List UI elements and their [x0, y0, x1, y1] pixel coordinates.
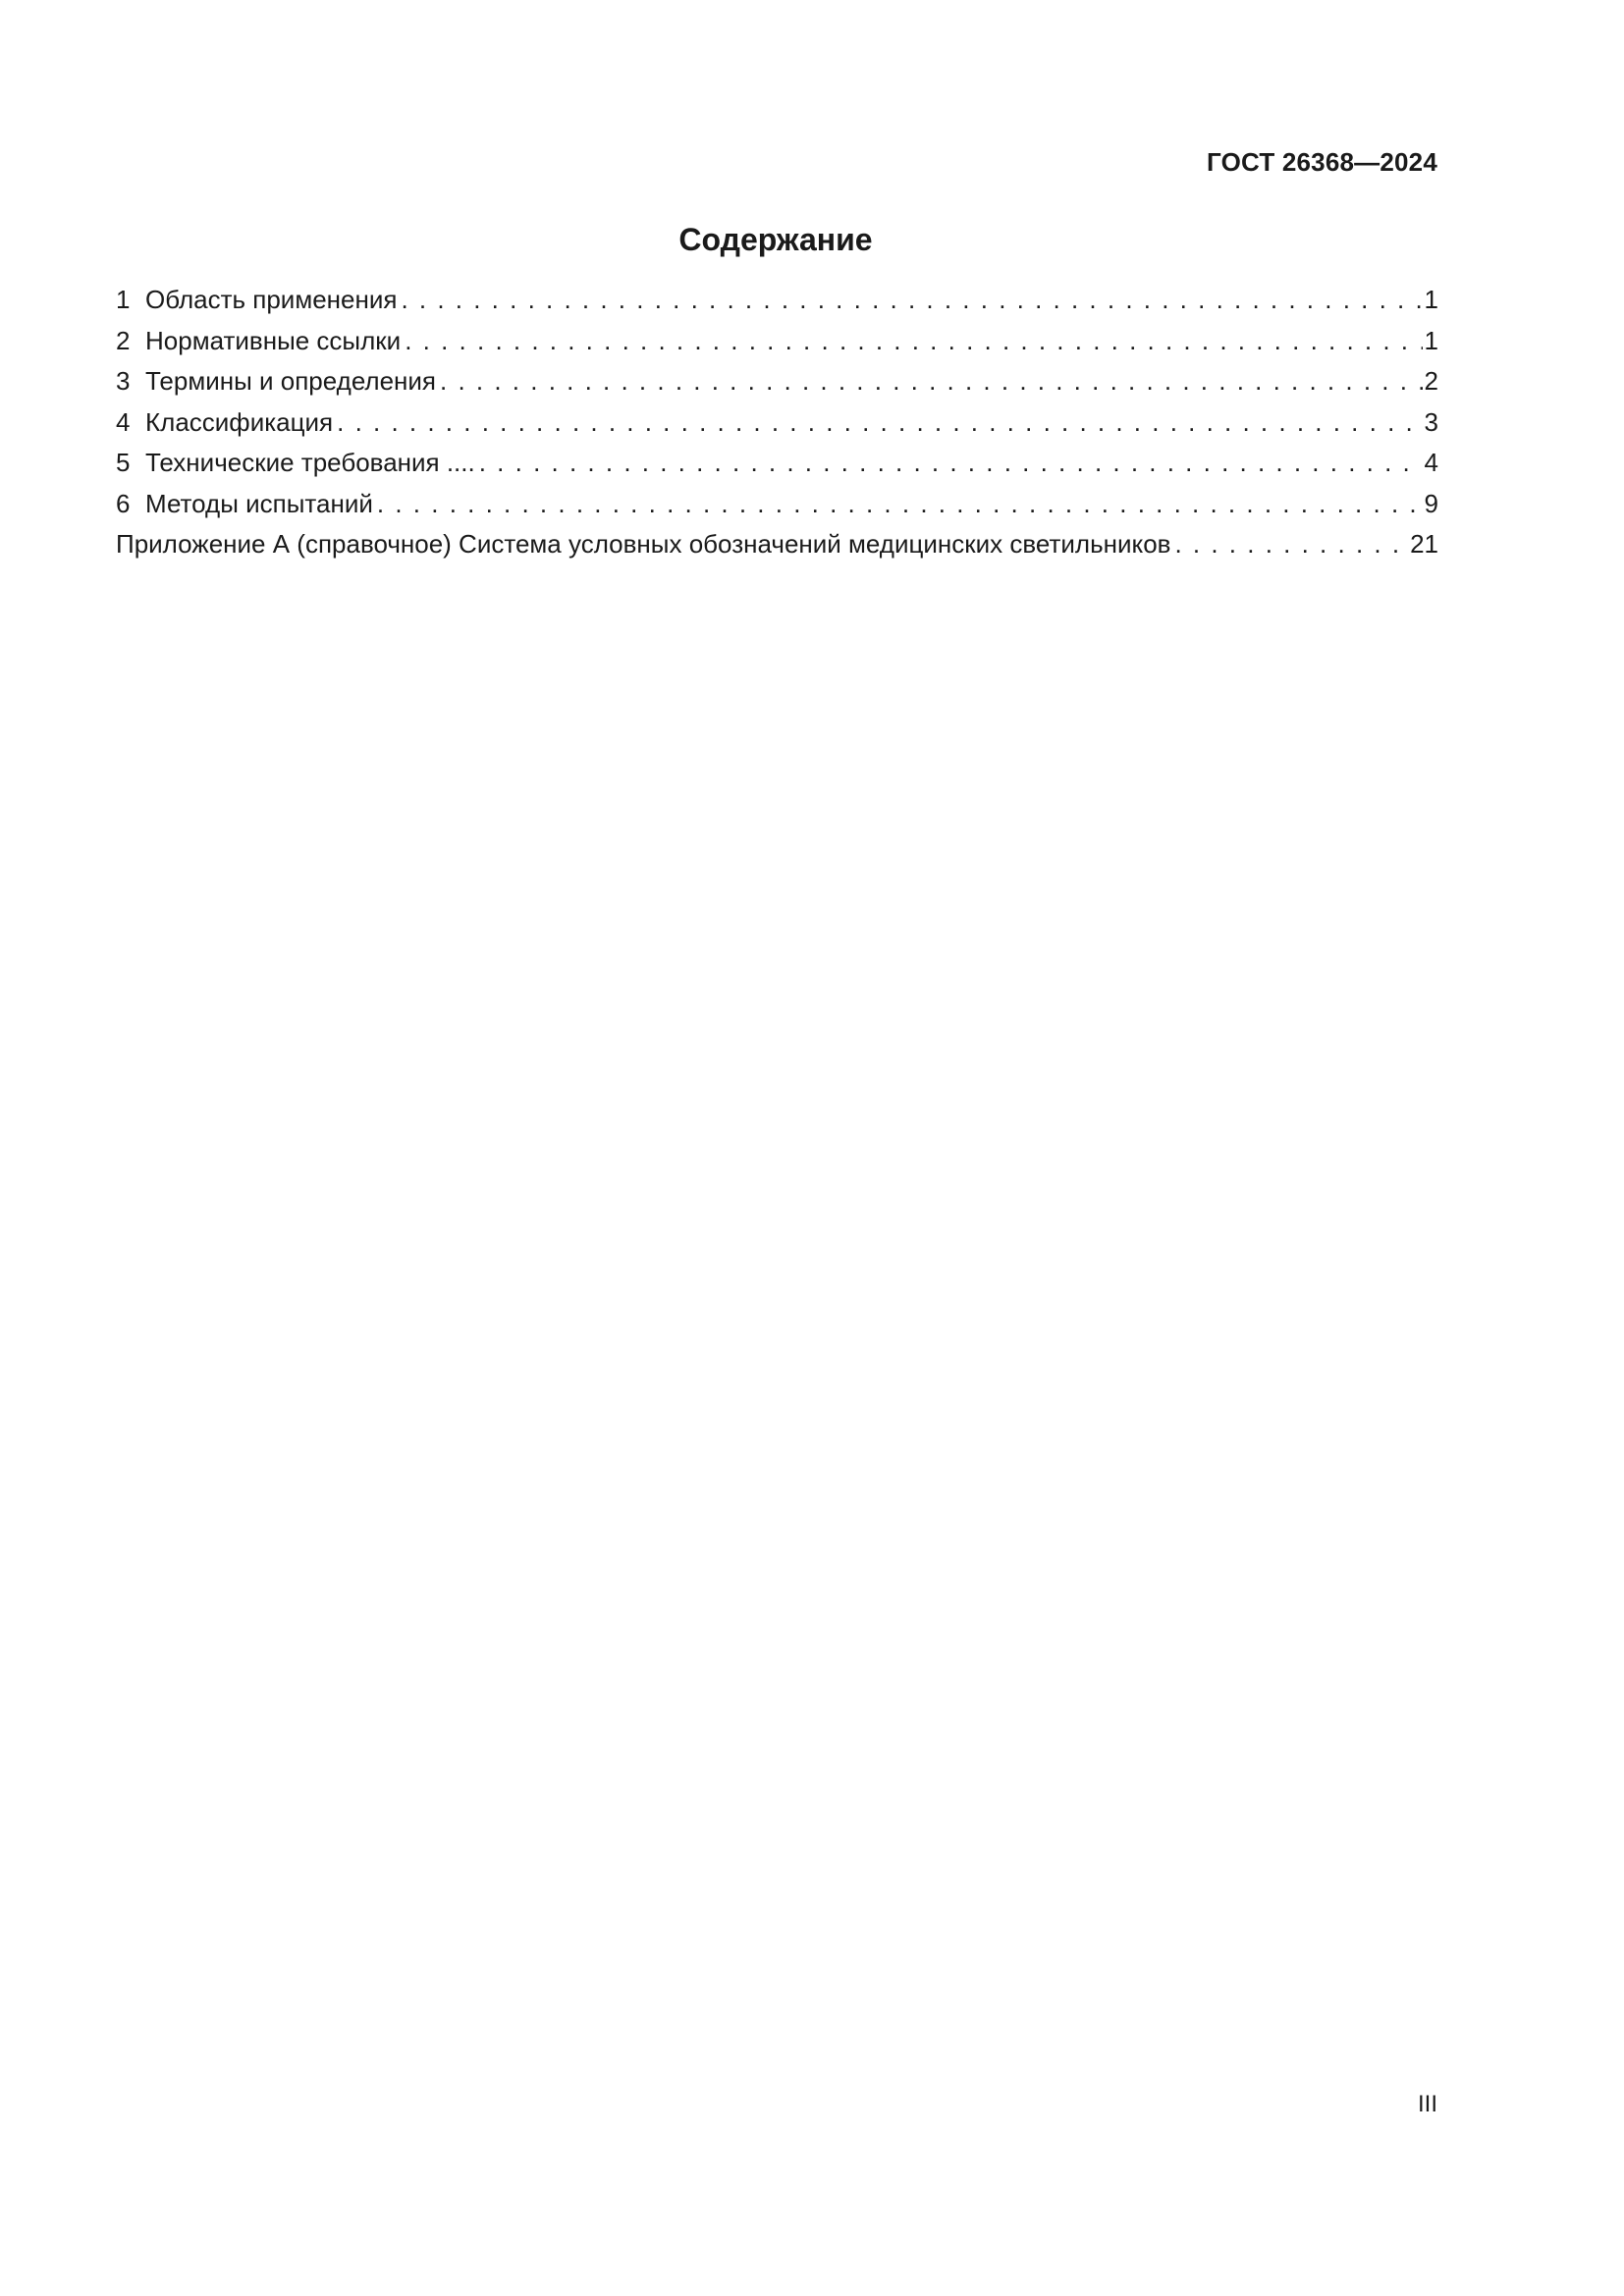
- page-number: III: [1417, 2091, 1437, 2117]
- toc-dot-leader: [405, 326, 1422, 356]
- toc-entry[interactable]: [116, 366, 1438, 407]
- toc-entry-number: 5: [116, 448, 131, 477]
- toc-entry-number: 1: [116, 285, 131, 314]
- toc-entry-label: Термины и определения: [145, 366, 437, 396]
- toc-entry-page: 21: [1410, 529, 1438, 559]
- toc-entry-label: Методы испытаний: [145, 488, 373, 518]
- toc-entry-number: 3: [116, 366, 131, 396]
- toc-entry[interactable]: [116, 448, 1438, 489]
- toc-dot-leader: [1174, 529, 1408, 560]
- toc-dot-leader: [337, 407, 1422, 438]
- toc-dot-leader: [440, 366, 1423, 397]
- toc-entry[interactable]: [116, 326, 1438, 367]
- toc-entry-page: 1: [1424, 285, 1438, 314]
- toc-entry-label: Нормативные ссылки: [145, 325, 402, 355]
- table-of-contents: [116, 285, 1438, 570]
- toc-entry[interactable]: [116, 407, 1438, 449]
- toc-entry-page: 3: [1424, 406, 1438, 437]
- toc-entry-appendix[interactable]: [116, 529, 1438, 570]
- toc-dot-leader: [401, 285, 1422, 315]
- document-standard-code: ГОСТ 26368—2024: [1207, 147, 1437, 177]
- toc-entry[interactable]: [116, 285, 1438, 326]
- toc-entry-page: 1: [1424, 325, 1438, 355]
- toc-entry[interactable]: [116, 489, 1438, 530]
- toc-entry-label: Классификация: [145, 406, 334, 437]
- toc-entry-label: Технические требования ....: [145, 448, 475, 477]
- toc-entry-number: 4: [116, 406, 131, 437]
- toc-entry-number: 6: [116, 488, 131, 518]
- toc-entry-page: 2: [1424, 366, 1438, 396]
- toc-entry-page: 9: [1424, 488, 1438, 518]
- toc-dot-leader: [479, 448, 1423, 478]
- toc-entry-page: 4: [1424, 448, 1438, 477]
- toc-dot-leader: [377, 489, 1423, 519]
- toc-entry-label: Область применения: [145, 285, 398, 314]
- toc-entry-label: Приложение А (справочное) Система условных обозначений медицинских светильников: [116, 529, 1171, 559]
- toc-entry-number: 2: [116, 325, 131, 355]
- toc-title: Содержание: [678, 222, 873, 257]
